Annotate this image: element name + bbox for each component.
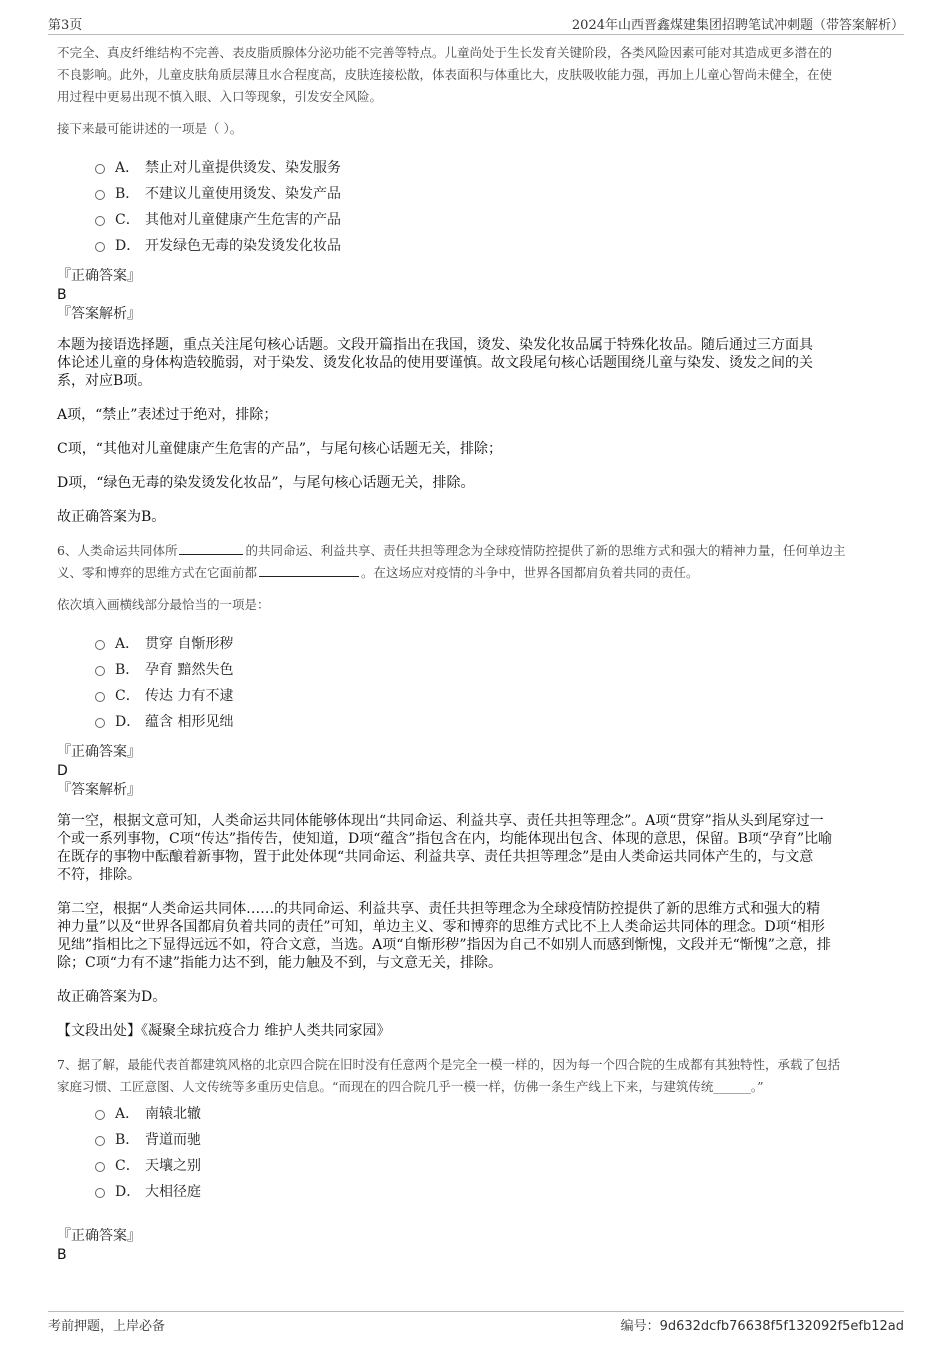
q7-stem-line: 家庭习惯、工匠意图、人文传统等多重历史信息。“而现在的四合院几乎一模一样，仿佛一条生产线上下来，与建筑传统______。” [57,1079,764,1094]
q6-answer-label: 『正确答案』 [57,744,141,760]
page-footer [48,1311,904,1334]
q7-option-b[interactable]: B． 背道而驰 [57,1126,897,1152]
q5-question: 接下来最可能讲述的一项是（ ）。 [57,121,243,136]
q6-analysis [57,812,897,1040]
q6-option-a[interactable]: A． 贯穿 自惭形秽 [57,630,897,656]
q6-option-c[interactable]: C． 传达 力有不逮 [57,682,897,708]
q7-option-d[interactable]: D． 大相径庭 [57,1178,897,1204]
q5-option-d[interactable]: D． 开发绿色无毒的染发烫发化妆品 [57,232,897,258]
analysis-line: 系，对应B项。 [57,373,152,389]
analysis-line: 本题为接语选择题，重点关注尾句核心话题。文段开篇指出在我国，烫发、染发化妆品属于特殊化妆品。随后通过三方面具 [57,337,813,353]
radio-icon[interactable] [95,242,105,252]
q5-option-b[interactable]: B． 不建议儿童使用烫发、染发产品 [57,180,897,206]
q7-option-a[interactable]: A． 南辕北辙 [57,1100,897,1126]
analysis-option-c: C项，“其他对儿童健康产生危害的产品”，与尾句核心话题无关，排除； [57,441,503,457]
footer-code: 编号：9d632dcfb76638f5f132092f5efb12ad [620,1319,904,1334]
page-content [57,42,897,1264]
analysis-option-d: D项，“绿色无毒的染发烫发化妆品”，与尾句核心话题无关，排除。 [57,475,475,491]
q5-passage-line: 不良影响。此外，儿童皮肤角质层薄且水合程度高，皮肤连接松散，体表面积与体重比大，皮肤吸收能力强，再加上儿童心智尚未健全，在使 [57,67,833,82]
q6-option-b[interactable]: B． 孕育 黯然失色 [57,656,897,682]
radio-icon[interactable] [95,1188,105,1198]
document-title: 2024年山西晋鑫煤建集团招聘笔试冲刺题（带答案解析） [571,17,904,33]
q6-options [57,630,897,734]
radio-icon[interactable] [95,164,105,174]
q5-conclusion: 故正确答案为B。 [57,509,166,525]
q6-question: 依次填入画横线部分最恰当的一项是： [57,597,270,612]
q6-answer: D [57,763,68,779]
analysis-option-a: A项，“禁止”表述过于绝对，排除； [57,407,278,423]
page-header [48,12,904,35]
q5-answer: B [57,287,67,303]
q5-passage-line: 用过程中更易出现不慎入眼、入口等现象，引发安全风险。 [57,89,383,104]
q5-analysis-label: 『答案解析』 [57,306,141,322]
q7-options [57,1100,897,1204]
q5-analysis [57,336,897,526]
q5-passage [57,42,897,108]
q7-option-c[interactable]: C． 天壤之别 [57,1152,897,1178]
q5-passage-line: 不完全、真皮纤维结构不完善、表皮脂质腺体分泌功能不完善等特点。儿童尚处于生长发育关键阶段，各类风险因素可能对其造成更多潜在的 [57,45,833,60]
q7-answer: B [57,1247,67,1263]
page-number: 第3页 [48,17,83,33]
radio-icon[interactable] [95,216,105,226]
q5-options [57,154,897,258]
q7-stem-line: 7、据了解，最能代表首都建筑风格的北京四合院在旧时没有任意两个是完全一模一样的，因为每一个四合院的生成都有其独特性，承载了包括 [57,1057,840,1072]
radio-icon[interactable] [95,640,105,650]
answer-blank [179,540,243,555]
answer-blank [259,562,359,577]
q7-stem [57,1054,897,1098]
q6-source: 【文段出处】《凝聚全球抗疫合力 维护人类共同家园》 [57,1023,391,1039]
analysis-line: 见绌”指相比之下显得远远不如，符合文意，当选。A项“自惭形秽”指因为自己不如别人而感到惭愧，文段并无“惭愧”之意，排 [57,937,831,953]
radio-icon[interactable] [95,692,105,702]
analysis-line: 除；C项“力有不逮”指能力达不到，能力触及不到，与文意无关，排除。 [57,955,503,971]
radio-icon[interactable] [95,190,105,200]
analysis-line: 在既存的事物中酝酿着新事物，置于此处体现“共同命运、利益共享、责任共担等理念”是由人类命运共同体产生的，与文意 [57,849,814,865]
analysis-line: 体论述儿童的身体构造较脆弱，对于染发、烫发化妆品的使用要谨慎。故文段尾句核心话题围绕儿童与染发、烫发之间的关 [57,355,813,371]
q6-stem [57,540,897,584]
analysis-line: 神力量”以及“世界各国都肩负着共同的责任”可知，单边主义、零和博弈的思维方式比不上人类命运共同体的理念。D项“相形 [57,919,825,935]
q7-answer-label: 『正确答案』 [57,1228,141,1244]
radio-icon[interactable] [95,666,105,676]
analysis-line: 不符，排除。 [57,867,141,883]
q5-option-a[interactable]: A． 禁止对儿童提供烫发、染发服务 [57,154,897,180]
q6-conclusion: 故正确答案为D。 [57,989,167,1005]
radio-icon[interactable] [95,718,105,728]
radio-icon[interactable] [95,1110,105,1120]
radio-icon[interactable] [95,1136,105,1146]
analysis-line: 第二空，根据“人类命运共同体……的共同命运、利益共享、责任共担等理念为全球疫情防控提供了新的思维方式和强大的精 [57,901,821,917]
analysis-line: 个或一系列事物，C项“传达”指传告，使知道，D项“蕴含”指包含在内，均能体现出包含、体现的意思，保留。B项“孕育”比喻 [57,831,833,847]
analysis-line: 第一空，根据文意可知，人类命运共同体能够体现出“共同命运、利益共享、责任共担等理念”。A项“贯穿”指从头到尾穿过一 [57,813,824,829]
q5-answer-label: 『正确答案』 [57,268,141,284]
q6-analysis-label: 『答案解析』 [57,782,141,798]
q5-option-c[interactable]: C． 其他对儿童健康产生危害的产品 [57,206,897,232]
footer-slogan: 考前押题，上岸必备 [48,1319,166,1334]
q6-stem-line: 6、人类命运共同体所 的共同命运、利益共享、责任共担等理念为全球疫情防控提供了新的思维方式和强大的精神力量，任何单边主 [57,540,897,562]
q6-stem-line: 义、零和博弈的思维方式在它面前都 。在这场应对疫情的斗争中，世界各国都肩负着共同的责任。 [57,562,897,584]
radio-icon[interactable] [95,1162,105,1172]
q6-option-d[interactable]: D． 蕴含 相形见绌 [57,708,897,734]
